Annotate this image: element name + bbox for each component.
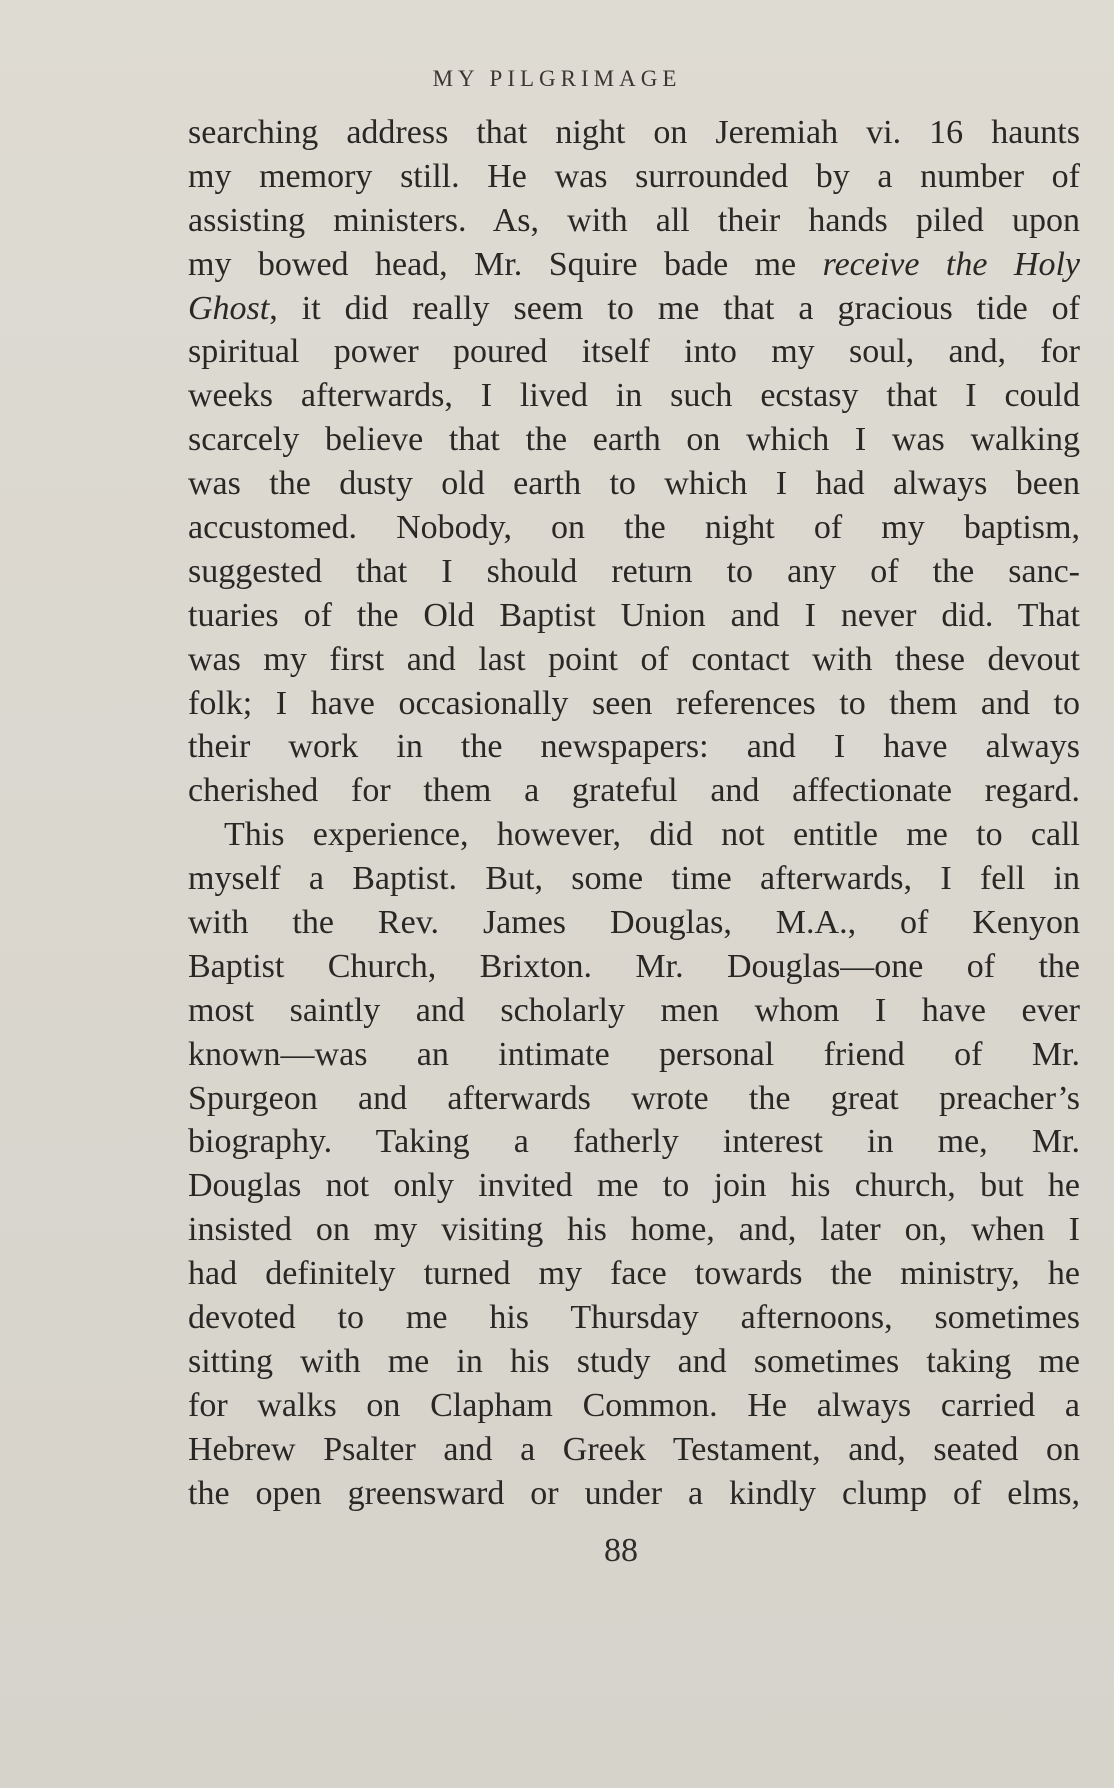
text-line: Douglas not only invited me to join his church, but he [188,1167,1080,1205]
text-line: sitting with me in his study and sometimes taking me [188,1342,1080,1380]
text-line: most saintly and scholarly men whom I have ever [188,991,1080,1029]
text-line: myself a Baptist. But, some time afterwards, I fell in [188,860,1080,898]
text-line: Hebrew Psalter and a Greek Testament, and, seated on [188,1430,1080,1468]
text-line: known—was an intimate personal friend of Mr. [188,1035,1080,1073]
text-line: cherished for them a grateful and affectionate regard. [188,772,1080,810]
text-line: assisting ministers. As, with all their hands piled upon [188,201,1080,239]
text-line: with the Rev. James Douglas, M.A., of Kenyon [188,904,1080,942]
text-line: the open greensward or under a kindly clump of elms, [188,1474,1080,1512]
text-line: my memory still. He was surrounded by a number of [188,157,1080,195]
text-line: for walks on Clapham Common. He always carried a [188,1386,1080,1424]
text-line: weeks afterwards, I lived in such ecstasy that I could [188,377,1080,415]
text-line: folk; I have occasionally seen references to them and to [188,684,1080,722]
paragraph-start-line: This experience, however, did not entitle me to call [224,816,1080,854]
text-line: was the dusty old earth to which I had always been [188,465,1080,503]
text-line: insisted on my visiting his home, and, later on, when I [188,1211,1080,1249]
text-line: suggested that I should return to any of the sanc- [188,552,1080,590]
text-line: scarcely believe that the earth on which I was walking [188,421,1080,459]
running-head: MY PILGRIMAGE [432,66,682,91]
text-line: devoted to me his Thursday afternoons, sometimes [188,1299,1080,1337]
text-line: Spurgeon and afterwards wrote the great preacher’s [188,1079,1080,1117]
page-number: 88 [604,1532,638,1569]
italic-phrase: Ghost [188,289,270,327]
text-line: my bowed head, Mr. Squire bade me receive the Holy [188,245,1080,283]
text-line: Baptist Church, Brixton. Mr. Douglas—one of the [188,947,1080,985]
text-line: Ghost, it did really seem to me that a gracious tide of [188,289,1080,327]
text-line: tuaries of the Old Baptist Union and I never did. That [188,596,1080,634]
text-line: had definitely turned my face towards the ministry, he [188,1255,1080,1293]
text-line: accustomed. Nobody, on the night of my baptism, [188,509,1080,547]
body-text [188,111,1080,1516]
text-line: searching address that night on Jeremiah vi. 16 haunts [188,114,1080,151]
text-line: spiritual power poured itself into my soul, and, for [188,333,1080,371]
text-line: their work in the newspapers: and I have always [188,728,1080,766]
italic-phrase: receive the Holy [822,245,1080,283]
text-line: biography. Taking a fatherly interest in me, Mr. [188,1123,1080,1161]
text-line: was my first and last point of contact with these devout [188,640,1080,678]
